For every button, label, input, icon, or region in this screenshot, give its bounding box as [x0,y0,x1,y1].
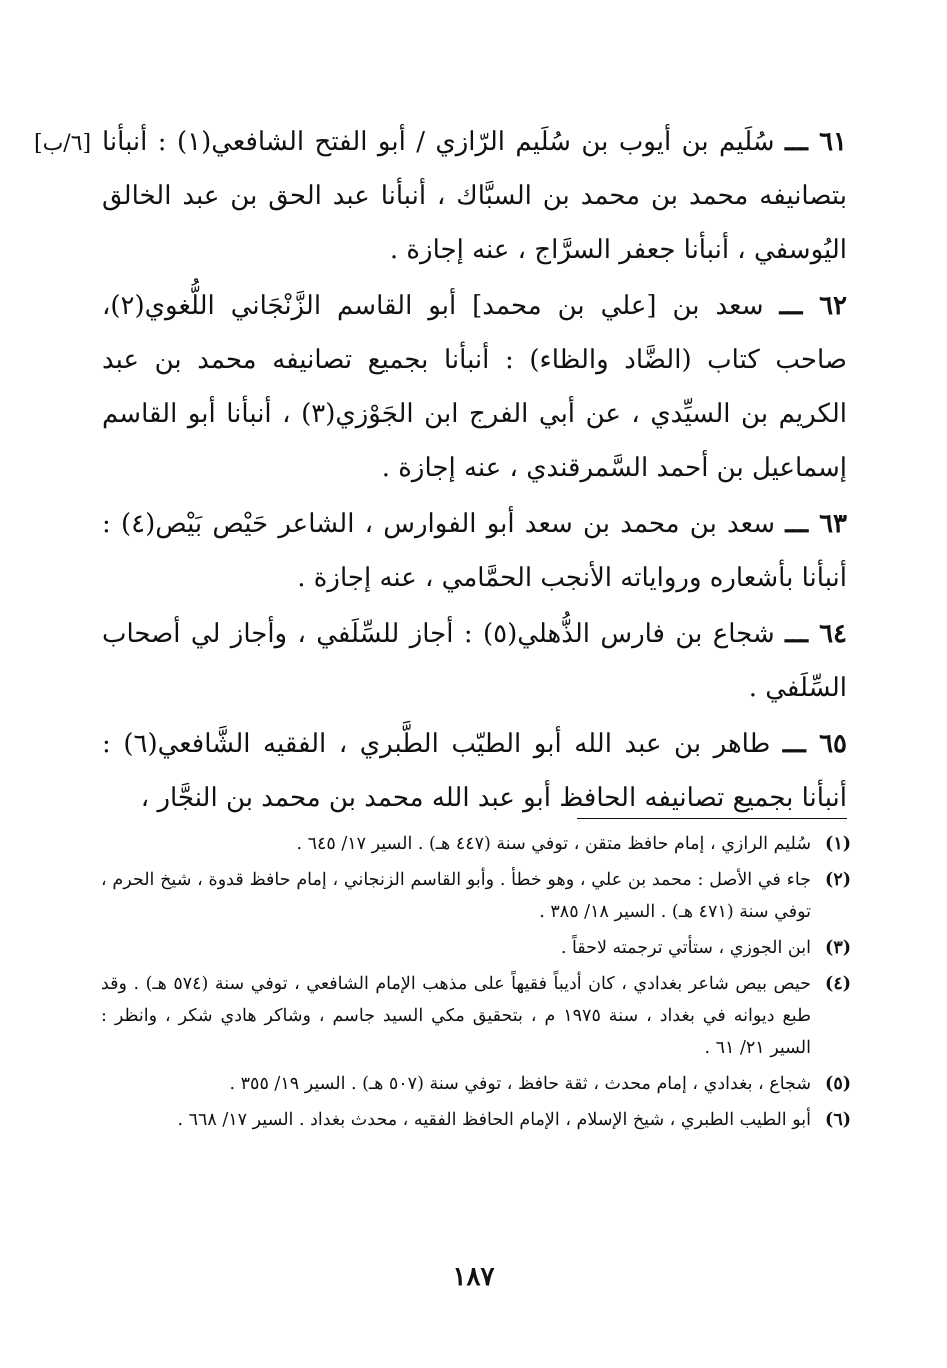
page-number: ١٨٧ [452,1262,495,1292]
footnote-text: سُليم الرازي ، إمام حافظ متقن ، توفي سنة (٤٤٧ هـ) . السير ١٧/ ٦٤٥ . [296,834,811,854]
entry-64 [102,607,847,715]
entry-text: سُلَيم بن أيوب بن سُلَيم الرّازي / أبو الفتح الشافعي(١) : أنبأنا بتصانيفه محمد بن محمد بن السبَّاك ، أنبأنا عبد الحق بن عبد الخالق اليُوسفي ، أنبأنا جعفر السرَّاج ، عنه إجازة . [102,127,847,265]
footnote-number: (١) [825,834,851,854]
footnote-2 [101,864,851,928]
footnote-5 [101,1068,851,1100]
footnotes [101,828,851,1140]
footnote-number: (٢) [825,870,851,890]
entry-text: سعد بن محمد بن سعد أبو الفوارس ، الشاعر حَيْص بَيْص(٤) : أنبأنا بأشعاره ورواياته الأنجب الحمَّامي ، عنه إجازة . [102,509,847,593]
footnote-number: (٦) [825,1110,851,1130]
footnote-number: (٤) [825,974,851,994]
entry-65 [102,717,847,825]
entry-text: طاهر بن عبد الله أبو الطيّب الطَّبري ، الفقيه الشَّافعي(٦) : أنبأنا بجميع تصانيفه الحافظ أبو عبد الله محمد بن محمد بن النجَّار ، [102,729,847,813]
footnote-text: حيص بيص شاعر بغدادي ، كان أديباً فقيهاً على مذهب الإمام الشافعي ، توفي سنة (٥٧٤ هـ) . وقد طبع ديوانه في بغداد ، سنة ١٩٧٥ م ، بتحقيق مكي السيد جاسم ، وشاكر هادي شكر ، وانظر : السير ٢١/ ٦١ . [101,974,812,1058]
entry-number: ٦٢ ـــ [779,291,847,321]
footnote-4 [101,968,851,1064]
footnote-divider [577,818,847,819]
footnote-number: (٥) [825,1074,851,1094]
footnote-text: ابن الجوزي ، ستأتي ترجمته لاحقاً . [560,938,811,958]
footnote-3 [101,932,851,964]
footnote-text: شجاع ، بغدادي ، إمام محدث ، ثقة حافظ ، توفي سنة (٥٠٧ هـ) . السير ١٩/ ٣٥٥ . [229,1074,811,1094]
footnote-text: جاء في الأصل : محمد بن علي ، وهو خطأ . وأبو القاسم الزنجاني ، إمام حافظ قدوة ، شيخ الحرم ، توفي سنة (٤٧١ هـ) . السير ١٨/ ٣٨٥ . [101,870,811,922]
entry-62 [102,279,847,495]
manuscript-folio-marker: [٦/ب] [34,131,92,156]
entry-text: سعد بن [علي بن محمد] أبو القاسم الزَّنْجَاني اللُّغوي(٢)، صاحب كتاب (الضَّاد والظاء) : أنبأنا بجميع تصانيفه محمد بن عبد الكريم بن السيِّدي ، عن أبي الفرج ابن الجَوْزي(٣) ، أنبأنا أبو القاسم إسماعيل بن أحمد السَّمرقندي ، عنه إجازة . [102,291,847,483]
main-text [102,115,847,827]
footnote-6 [101,1104,851,1136]
entry-text: شجاع بن فارس الذُّهلي(٥) : أجاز للسِّلَفي ، وأجاز لي أصحاب السِّلَفي . [102,619,847,703]
footnote-1 [101,828,851,860]
footnote-text: أبو الطيب الطبري ، شيخ الإسلام ، الإمام الحافظ الفقيه ، محدث بغداد . السير ١٧/ ٦٦٨ . [177,1110,811,1130]
entry-61 [102,115,847,277]
entry-number: ٦٥ ـــ [782,729,848,759]
entry-number: ٦٣ ـــ [785,509,848,539]
entry-number: ٦٤ ـــ [785,619,848,649]
footnote-number: (٣) [825,938,851,958]
entry-63 [102,497,847,605]
entry-number: ٦١ ـــ [785,127,848,157]
